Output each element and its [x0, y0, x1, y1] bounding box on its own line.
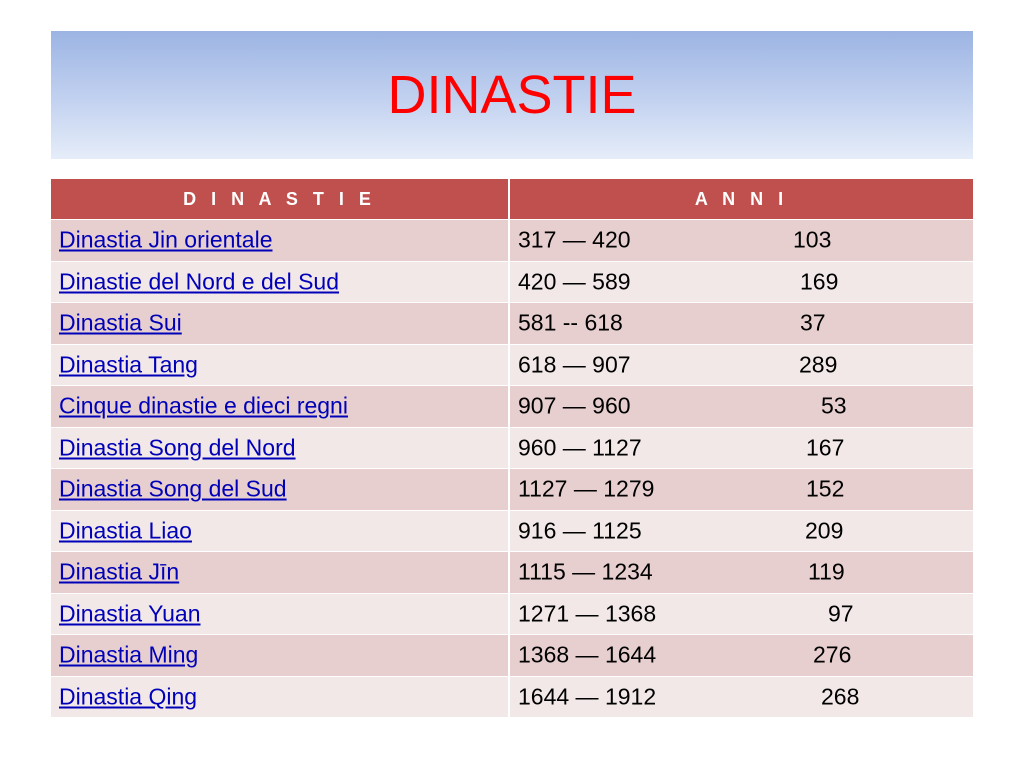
dynasty-link[interactable]: Dinastia Liao	[59, 517, 192, 544]
table-row	[51, 302, 973, 344]
duration-years: 37	[800, 309, 826, 336]
table-row	[51, 510, 973, 552]
dynasty-cell	[51, 345, 510, 386]
dynasty-cell	[51, 511, 510, 552]
dynasty-link[interactable]: Dinastia Ming	[59, 641, 199, 668]
duration-years: 97	[828, 600, 854, 627]
dynasty-link[interactable]: Dinastia Qing	[59, 683, 198, 710]
header-dinastie: D I N A S T I E	[51, 179, 510, 219]
duration-years: 119	[808, 558, 845, 585]
dynasty-cell	[51, 428, 510, 469]
year-range: 960 — 1127	[518, 434, 642, 461]
dynasty-link[interactable]: Dinastia Jīn	[59, 558, 180, 585]
years-cell	[510, 345, 973, 386]
years-cell	[510, 594, 973, 635]
dynasty-link[interactable]: Dinastia Yuan	[59, 600, 201, 627]
year-range: 1368 — 1644	[518, 641, 657, 668]
table-row	[51, 261, 973, 303]
table-row	[51, 385, 973, 427]
year-range: 618 — 907	[518, 351, 631, 378]
duration-years: 53	[821, 392, 847, 419]
table-row	[51, 634, 973, 676]
years-cell	[510, 262, 973, 303]
duration-years: 169	[800, 268, 839, 295]
dynasty-link[interactable]: Cinque dinastie e dieci regni	[59, 392, 348, 419]
dynasty-table	[51, 179, 973, 717]
table-row	[51, 344, 973, 386]
table-row	[51, 219, 973, 261]
years-cell	[510, 635, 973, 676]
dynasty-cell	[51, 469, 510, 510]
year-range: 916 — 1125	[518, 517, 642, 544]
dynasty-link[interactable]: Dinastia Sui	[59, 309, 182, 336]
year-range: 420 — 589	[518, 268, 631, 295]
duration-years: 276	[813, 641, 852, 668]
duration-years: 209	[805, 517, 844, 544]
years-cell	[510, 677, 973, 718]
slide-title: DINASTIE	[387, 65, 637, 125]
dynasty-cell	[51, 677, 510, 718]
table-row	[51, 676, 973, 718]
header-anni: A N N I	[694, 189, 789, 209]
dynasty-link[interactable]: Dinastia Song del Sud	[59, 475, 287, 502]
year-range: 907 — 960	[518, 392, 631, 419]
years-cell	[510, 303, 973, 344]
dynasty-cell	[51, 635, 510, 676]
duration-years: 167	[806, 434, 845, 461]
duration-years: 103	[793, 226, 832, 253]
dynasty-link[interactable]: Dinastia Jin orientale	[59, 226, 273, 253]
duration-years: 152	[806, 475, 845, 502]
dynasty-link[interactable]: Dinastia Tang	[59, 351, 198, 378]
year-range: 1127 — 1279	[518, 475, 655, 502]
table-row	[51, 593, 973, 635]
dynasty-cell	[51, 220, 510, 261]
years-cell	[510, 552, 973, 593]
duration-years: 268	[821, 683, 860, 710]
years-cell	[510, 469, 973, 510]
years-cell	[510, 386, 973, 427]
year-range: 581 -- 618	[518, 309, 623, 336]
dynasty-link[interactable]: Dinastia Song del Nord	[59, 434, 296, 461]
year-range: 1271 — 1368	[518, 600, 657, 627]
duration-years: 289	[799, 351, 838, 378]
year-range: 1115 — 1234	[518, 558, 653, 585]
dynasty-cell	[51, 303, 510, 344]
year-range: 1644 — 1912	[518, 683, 657, 710]
dynasty-cell	[51, 386, 510, 427]
dynasty-link[interactable]: Dinastie del Nord e del Sud	[59, 268, 339, 295]
table-row	[51, 551, 973, 593]
table-row	[51, 427, 973, 469]
dynasty-cell	[51, 594, 510, 635]
years-cell	[510, 428, 973, 469]
years-cell	[510, 220, 973, 261]
dynasty-cell	[51, 552, 510, 593]
table-row	[51, 468, 973, 510]
years-cell	[510, 511, 973, 552]
dynasty-cell	[51, 262, 510, 303]
year-range: 317 — 420	[518, 226, 631, 253]
table-header	[51, 179, 973, 219]
